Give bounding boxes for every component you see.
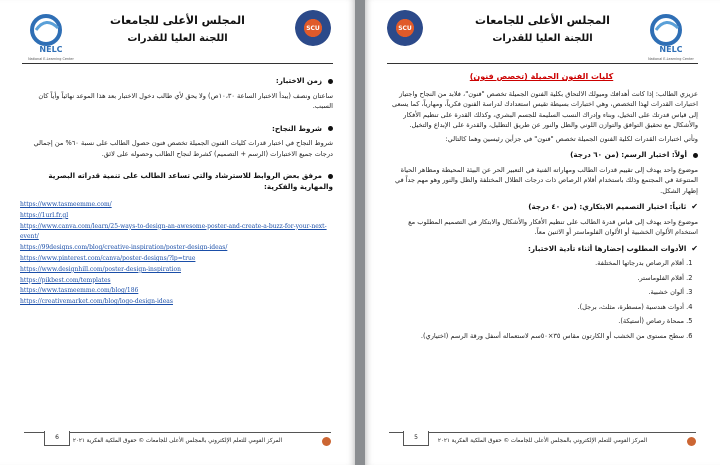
- link-item[interactable]: https://99designs.com/blog/creative-inspiration/poster-design-ideas/: [20, 244, 228, 252]
- svg-text:National E-Learning Center: National E-Learning Center: [28, 57, 74, 61]
- document-page-left: [0, 0, 355, 465]
- section-text-pass-conditions: شروط النجاح في اختبار قدرات كليات الفنون الجميلة تخصص فنون حصول الطالب على نسبة ٦٠% من إجمالي درجات جميع الاختبارات (الرسم + التصميم) كشرط لنجاح الطالب وحصوله على لائق.: [33, 139, 333, 158]
- link-item[interactable]: https://www.pinterest.com/canva/poster-designs/?lp=true: [20, 254, 196, 262]
- nelc-logo: [644, 10, 698, 62]
- intro-paragraph-2: وتأتي اختبارات القدرات لكلية الفنون الجميلة تخصص "فنون" في جزأين رئيسين وهما كالتالي:: [445, 134, 698, 143]
- page-number: 5: [403, 431, 429, 446]
- section-title-tools: ✔الأدوات المطلوب إحضارها أثناء تأدية الاختبار:: [528, 243, 698, 253]
- link-item[interactable]: https://www.canva.com/learn/25-ways-to-design-an-awesome-poster-and-create-a-buzz-for-your-next-event/: [20, 222, 327, 241]
- svg-text:NELC: NELC: [659, 45, 683, 54]
- footer-text: المركز القومي للتعلم الإلكتروني بالمجلس الأعلى للجامعات © حقوق الملكية الفكرية ٢٠٢١: [72, 438, 283, 444]
- university-seal-logo: SCU: [387, 10, 423, 46]
- page-body: [20, 70, 333, 308]
- header-line2: اللجنة العليا للقدرات: [492, 33, 593, 44]
- link-item[interactable]: https://www.designhill.com/poster-design-inspiration: [20, 265, 181, 273]
- bullet-icon: [328, 174, 333, 179]
- section-title-design: ✔ثانياً: اختبار التصميم الابتكاري: (من ٤٠ درجة): [528, 202, 698, 211]
- links-list: [20, 200, 333, 308]
- bullet-icon: [693, 153, 698, 158]
- page-red-title: كليات الفنون الجميلة (تخصص فنون): [469, 72, 614, 81]
- list-item: 2. أقلام الفلوماستر.: [385, 273, 684, 284]
- section-text-design: موضوع واحد يهدف إلى قياس قدرة الطالب على تنظيم الأفكار والأشكال والابتكار في التصميم المطلوب مع استخدام الألوان الخشبية أو الألوان الفلوماستر أو الاثنين معاً.: [408, 217, 698, 236]
- university-seal-logo: SCU: [295, 10, 331, 46]
- header-divider: [22, 63, 333, 64]
- intro-paragraph: عزيزي الطالب: إذا كانت أهدافك وميولك الالتحاق بكلية الفنون الجميلة تخصص "فنون"، فلابد من النجاح واجتياز اختبارات القدرات لهذا التخصص، وهي اختبارات بسيطة تقيس استعدادك لدراسة الفنون فكرياً، ومهارياً، كما يسعى إلى قياس قدرتك على التخيل، وبناء وإدراك النسب السليمة للجسم البشري، وكذلك القدرة على تنظيم الأفكار والأشكال مع تحقيق التوافق والتوازن اللوني والظل والنور عن طريق التظليل، والقدرة على الإبداع والتخيل.: [391, 89, 698, 129]
- section-title-drawing: أولاً: اختبار الرسم: (من ٦٠ درجة): [385, 150, 698, 161]
- list-item: 6. سطح مستوى من الخشب أو الكارتون مقاس ٣٥×٥٠سم لاستعماله أسفل ورقة الرسم (اختياري).: [385, 331, 684, 342]
- link-item[interactable]: https://www.tasmeemme.com/blog/186: [20, 287, 139, 295]
- page-number: 6: [44, 431, 70, 446]
- page-header: [365, 4, 720, 62]
- link-item[interactable]: https://pikbest.com/templates: [20, 276, 111, 284]
- header-line2: اللجنة العليا للقدرات: [127, 33, 228, 44]
- document-page-right: [365, 0, 720, 465]
- section-title-links: مرفق بعض الروابط للاسترشاد والتي تساعد الطالب على تنمية قدراته البصرية والمهارية والفكرية:: [48, 171, 333, 191]
- header-line1: المجلس الأعلى للجامعات: [110, 14, 245, 27]
- header-divider: [387, 63, 698, 64]
- list-item: 5. ممحاة رصاص (أستيكة).: [385, 316, 684, 327]
- page-footer: [24, 432, 331, 451]
- tools-list: [385, 258, 684, 341]
- link-item[interactable]: https://www.tasmeemme.com/: [20, 201, 112, 208]
- page-footer: [389, 432, 696, 451]
- svg-text:NELC: NELC: [39, 45, 63, 54]
- list-item: 4. أدوات هندسية (مسطرة، مثلث، برجل).: [385, 302, 684, 313]
- section-title-pass-conditions: شروط النجاح:: [20, 124, 333, 135]
- svg-text:National E-Learning Center: National E-Learning Center: [648, 57, 694, 61]
- section-text-duration: ساعتان ونصف (يبدأ الاختبار الساعة ١٠،٣٠ص) ولا يحق لأي طالب دخول الاختبار بعد هذا الموعد نهائياً وأياً كان السبب.: [38, 91, 333, 110]
- section-title-duration: زمن الاختبار:: [20, 76, 333, 87]
- bullet-icon: [328, 79, 333, 84]
- checkmark-icon: ✔: [691, 243, 698, 253]
- footer-text: المركز القومي للتعلم الإلكتروني بالمجلس الأعلى للجامعات © حقوق الملكية الفكرية ٢٠٢١: [437, 438, 648, 444]
- header-line1: المجلس الأعلى للجامعات: [475, 14, 610, 27]
- list-item: 3. ألوان خشبية.: [385, 287, 684, 298]
- checkmark-icon: ✔: [691, 202, 698, 211]
- link-item[interactable]: https://creativemarket.com/blog/logo-design-ideas: [20, 298, 173, 306]
- section-text-drawing: موضوع واحد يهدف إلى تقييم قدرات الطالب ومهاراته الفنية في التعبير الحر عن البيئة المحيطة ومظاهر الحياة المتنوعة في المجتمع وذلك باستخدام أقلام الرصاص ذات درجات الظلال المختلفة والظل والنور وهو مهم جداً في إظهار الشكل.: [394, 165, 698, 195]
- bullet-icon: [328, 126, 333, 131]
- page-header: [0, 4, 355, 62]
- page-body: [385, 70, 698, 345]
- list-item: 1. أقلام الرصاص بدرجاتها المختلفة.: [385, 258, 684, 269]
- link-item[interactable]: https://1url.fr.gl: [20, 211, 69, 219]
